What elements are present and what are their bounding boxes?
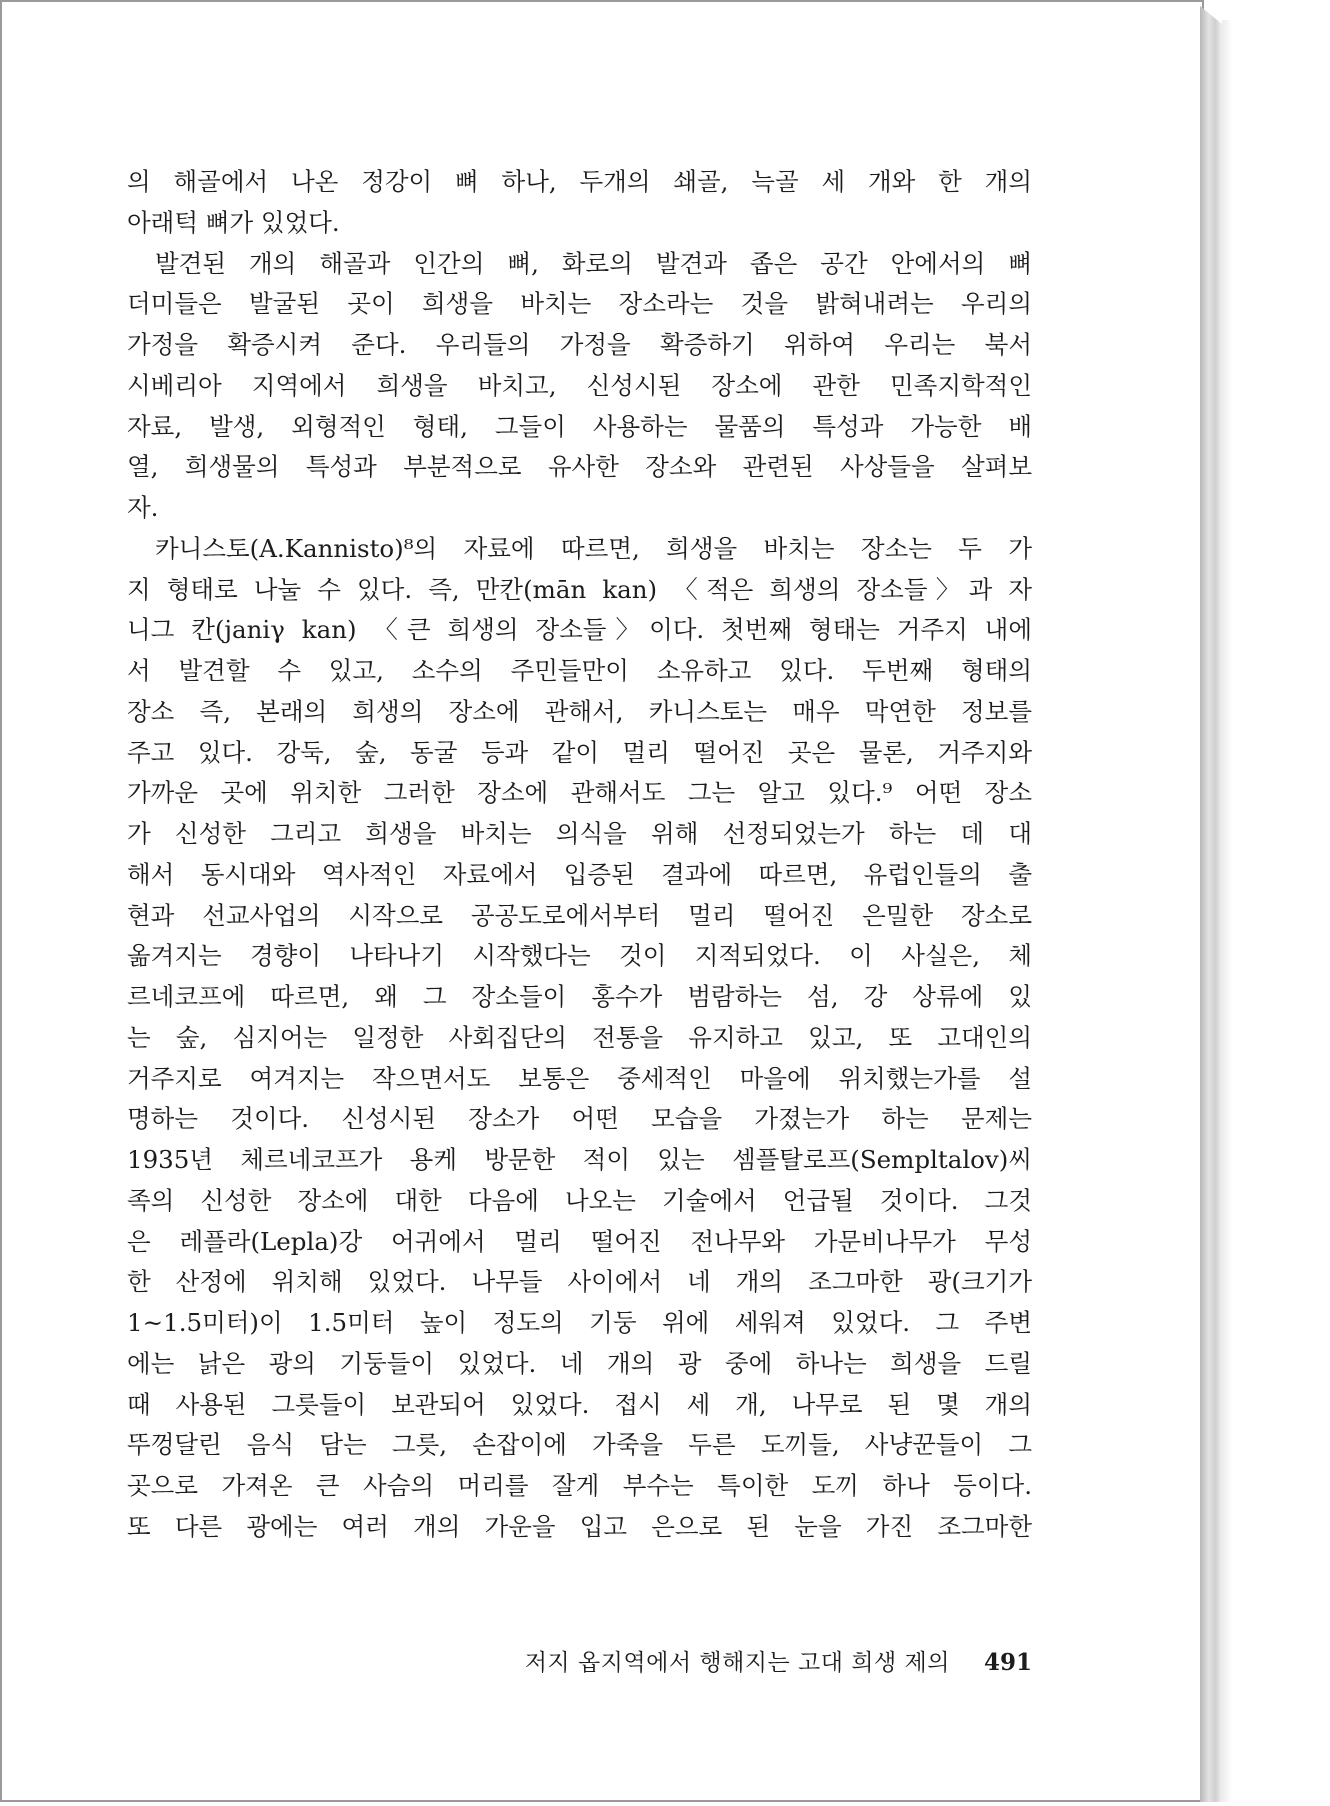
text-line: 곳으로 가져온 큰 사슴의 머리를 잘게 부수는 특이한 도끼 하나 등이다. <box>127 1471 1032 1500</box>
text-line: 지 형태로 나눌 수 있다. 즉, 만칸(mān kan) 〈적은 희생의 장소들〉과 자 <box>127 574 1032 604</box>
text-line: 1~1.5미터)이 1.5미터 높이 정도의 기둥 위에 세워져 있었다. 그 주변 <box>127 1308 1032 1337</box>
text-line: 서 발견할 수 있고, 소수의 주민들만이 소유하고 있다. 두번째 형태의 <box>127 656 1032 685</box>
text-line: 르네코프에 따르면, 왜 그 장소들이 홍수가 범람하는 섬, 강 상류에 있 <box>127 982 1032 1011</box>
text-line: 1935년 체르네코프가 용케 방문한 적이 있는 셈플탈로프(Sempltalov)씨 <box>127 1145 1032 1174</box>
text-line: 명하는 것이다. 신성시된 장소가 어떤 모습을 가졌는가 하는 문제는 <box>127 1104 1032 1134</box>
text-line: 해서 동시대와 역사적인 자료에서 입증된 결과에 따르면, 유럽인들의 출 <box>127 859 1032 889</box>
text-line: 때 사용된 그릇들이 보관되어 있었다. 접시 세 개, 나무로 된 몇 개의 <box>127 1389 1032 1419</box>
text-line: 자. <box>127 493 159 522</box>
text-line: 거주지로 여겨지는 작으면서도 보통은 중세적인 마을에 위치했는가를 설 <box>127 1063 1032 1093</box>
running-title: 저지 옵지역에서 행해지는 고대 희생 제의 <box>524 1650 950 1676</box>
text-line: 한 산정에 위치해 있었다. 나무들 사이에서 네 개의 조그마한 광(크기가 <box>127 1267 1032 1297</box>
text-line: 카니스토(A.Kannisto)⁸의 자료에 따르면, 희생을 바치는 장소는 두 가 <box>155 533 1032 563</box>
text-line: 니그 칸(janiγ kan) 〈큰 희생의 장소들〉이다. 첫번째 형태는 거주지 내에 <box>127 615 1032 645</box>
text-line: 또 다른 광에는 여러 개의 가운을 입고 은으로 된 눈을 가진 조그마한 <box>127 1511 1032 1541</box>
text-line: 현과 선교사업의 시작으로 공공도로에서부터 멀리 떨어진 은밀한 장소로 <box>127 900 1032 930</box>
text-line: 가까운 곳에 위치한 그러한 장소에 관해서도 그는 알고 있다.⁹ 어떤 장소 <box>127 778 1032 808</box>
text-line: 아래턱 뼈가 있었다. <box>127 207 340 237</box>
text-line: 주고 있다. 강둑, 숲, 동굴 등과 같이 멀리 떨어진 곳은 물론, 거주지와 <box>127 737 1032 767</box>
text-line: 열, 희생물의 특성과 부분적으로 유사한 장소와 관련된 사상들을 살펴보 <box>127 452 1032 482</box>
page-shadow <box>1222 20 1232 1802</box>
text-line: 자료, 발생, 외형적인 형태, 그들이 사용하는 물품의 특성과 가능한 배 <box>127 411 1032 441</box>
page-edge <box>1200 6 1222 1802</box>
text-line: 장소 즉, 본래의 희생의 장소에 관해서, 카니스토는 매우 막연한 정보를 <box>127 696 1032 726</box>
text-line: 가정을 확증시켜 준다. 우리들의 가정을 확증하기 위하여 우리는 북서 <box>127 330 1032 359</box>
text-line: 옮겨지는 경향이 나타나기 시작했다는 것이 지적되었다. 이 사실은, 체 <box>127 941 1032 971</box>
text-line: 의 해골에서 나온 정강이 뼈 하나, 두개의 쇄골, 늑골 세 개와 한 개의 <box>127 167 1032 196</box>
text-line: 가 신성한 그리고 희생을 바치는 의식을 위해 선정되었는가 하는 데 대 <box>127 819 1032 848</box>
text-line: 시베리아 지역에서 희생을 바치고, 신성시된 장소에 관한 민족지학적인 <box>127 370 1032 400</box>
text-line: 은 레플라(Lepla)강 어귀에서 멀리 떨어진 전나무와 가문비나무가 무성 <box>127 1226 1032 1256</box>
body-text <box>127 162 1032 1548</box>
page-number: 491 <box>983 1649 1032 1676</box>
text-line: 더미들은 발굴된 곳이 희생을 바치는 장소라는 것을 밝혀내려는 우리의 <box>127 289 1032 319</box>
text-line: 발견된 개의 해골과 인간의 뼈, 화로의 발견과 좁은 공간 안에서의 뼈 <box>155 248 1032 278</box>
text-line: 족의 신성한 장소에 대한 다음에 나오는 기술에서 언급될 것이다. 그것 <box>127 1185 1032 1215</box>
running-footer <box>462 1644 1032 1677</box>
text-line: 는 숲, 심지어는 일정한 사회집단의 전통을 유지하고 있고, 또 고대인의 <box>127 1022 1032 1052</box>
text-line: 에는 낡은 광의 기둥들이 있었다. 네 개의 광 중에 하나는 희생을 드릴 <box>127 1348 1032 1378</box>
text-line: 뚜껑달린 음식 담는 그릇, 손잡이에 가죽을 두른 도끼들, 사냥꾼들이 그 <box>127 1430 1032 1460</box>
